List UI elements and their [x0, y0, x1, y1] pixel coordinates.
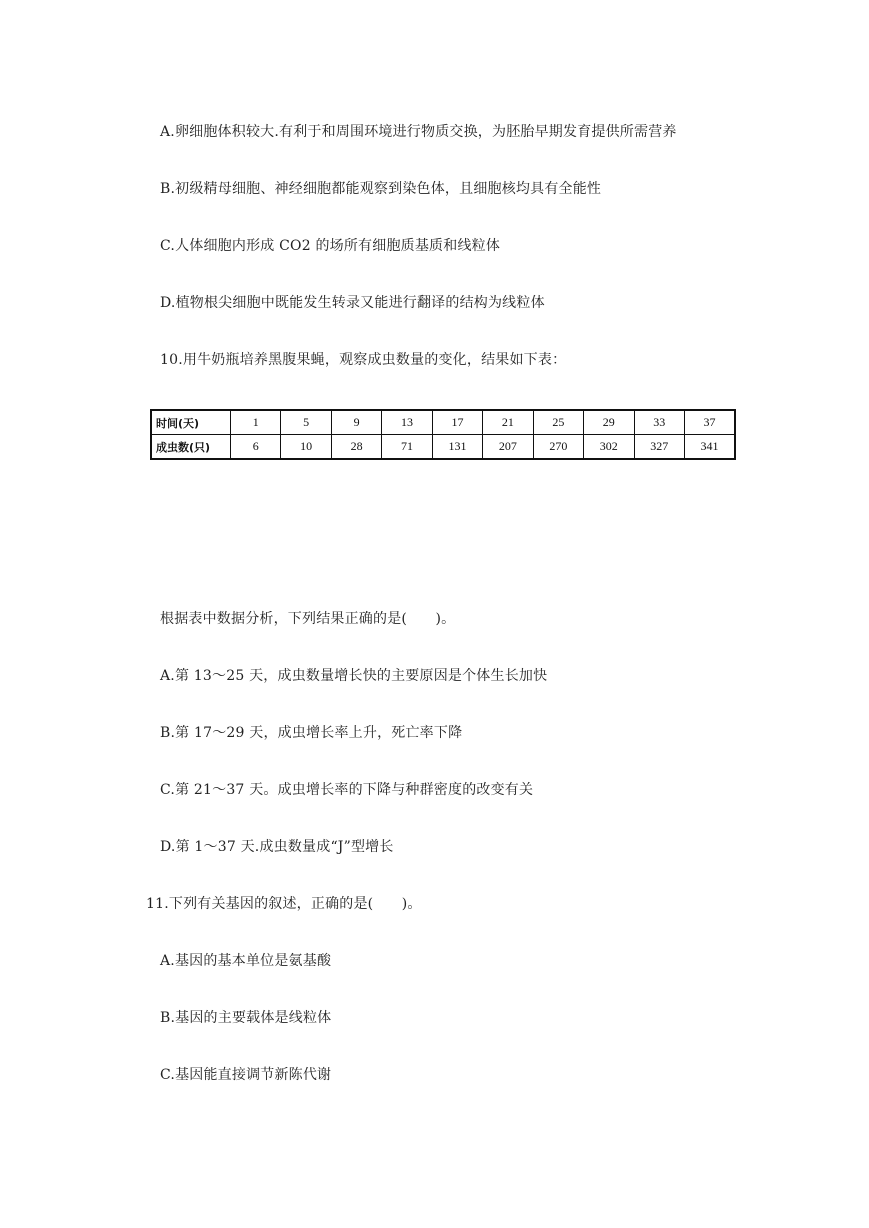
q9-option-b: B.初级精母细胞、神经细胞都能观察到染色体，且细胞核均具有全能性	[160, 181, 602, 197]
q10-option-a: A.第 13～25 天，成虫数量增长快的主要原因是个体生长加快	[160, 668, 548, 684]
table-cell: 25	[533, 410, 583, 435]
q11-option-b: B.基因的主要载体是线粒体	[160, 1010, 332, 1026]
table-cell: 9	[331, 410, 381, 435]
q9-option-d: D.植物根尖细胞中既能发生转录又能进行翻译的结构为线粒体	[160, 295, 545, 311]
table-row-count	[151, 435, 735, 460]
q9-option-c: C.人体细胞内形成 CO2 的场所有细胞质基质和线粒体	[160, 238, 501, 254]
q11-option-c: C.基因能直接调节新陈代谢	[160, 1067, 332, 1083]
table-cell: 131	[432, 435, 482, 460]
table-cell: 29	[584, 410, 634, 435]
table-cell: 33	[634, 410, 684, 435]
table-row-time	[151, 410, 735, 435]
table-cell: 5	[281, 410, 331, 435]
table-cell: 1	[231, 410, 281, 435]
q10-option-b: B.第 17～29 天，成虫增长率上升，死亡率下降	[160, 725, 463, 741]
table-cell: 21	[483, 410, 533, 435]
fruitfly-data-table	[150, 409, 736, 460]
q11-option-a: A.基因的基本单位是氨基酸	[160, 953, 332, 969]
q10-prompt: 根据表中数据分析，下列结果正确的是( )。	[160, 611, 456, 627]
table-cell: 10	[281, 435, 331, 460]
q10-option-d: D.第 1～37 天.成虫数量成“J”型增长	[160, 839, 394, 855]
table-cell: 28	[331, 435, 381, 460]
table-cell: 207	[483, 435, 533, 460]
table-header-count: 成虫数(只)	[151, 435, 231, 460]
table-cell: 302	[584, 435, 634, 460]
q10-option-c: C.第 21～37 天。成虫增长率的下降与种群密度的改变有关	[160, 782, 534, 798]
q11-stem: 11.下列有关基因的叙述，正确的是( )。	[146, 896, 422, 912]
q10-stem: 10.用牛奶瓶培养黑腹果蝇，观察成虫数量的变化，结果如下表：	[160, 352, 567, 368]
table-header-time: 时间(天)	[151, 410, 231, 435]
table-cell: 6	[231, 435, 281, 460]
table-cell: 327	[634, 435, 684, 460]
table-cell: 13	[382, 410, 432, 435]
table-cell: 37	[684, 410, 735, 435]
table-cell: 17	[432, 410, 482, 435]
table-cell: 341	[684, 435, 735, 460]
table-cell: 71	[382, 435, 432, 460]
q9-option-a: A.卵细胞体积较大.有利于和周围环境进行物质交换，为胚胎早期发育提供所需营养	[160, 124, 677, 140]
table-cell: 270	[533, 435, 583, 460]
